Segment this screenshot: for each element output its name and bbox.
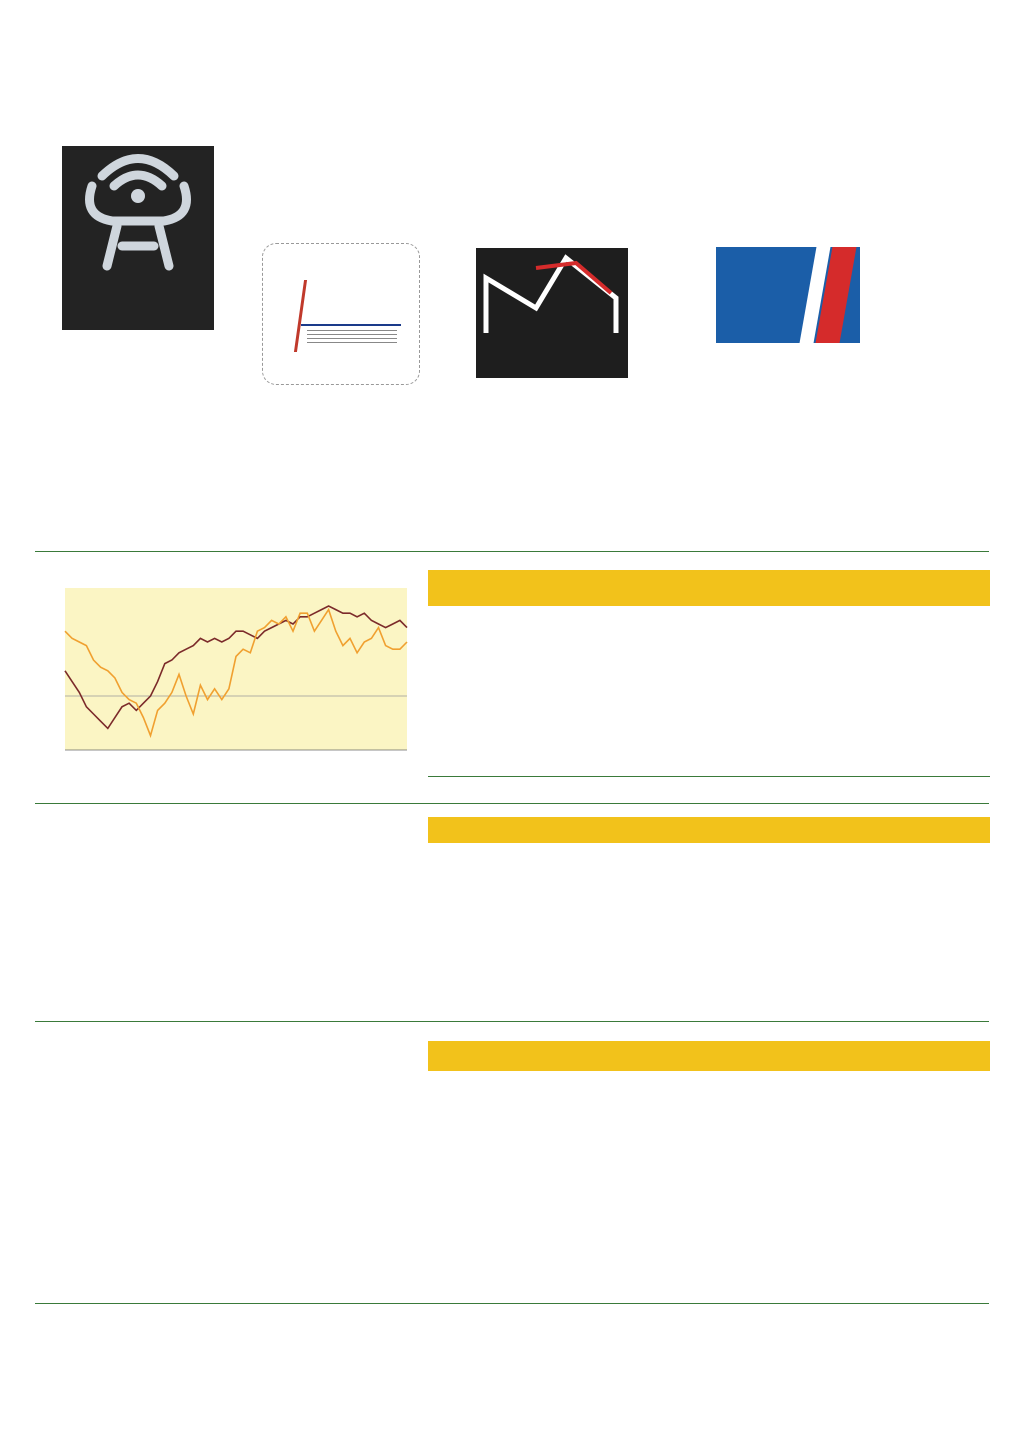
table-row bbox=[428, 1098, 990, 1111]
table-row bbox=[428, 626, 990, 642]
divider bbox=[35, 803, 989, 804]
demandes-row bbox=[428, 942, 990, 958]
table-row bbox=[428, 877, 990, 893]
imports-total-row bbox=[428, 1149, 990, 1162]
iedom-underline bbox=[301, 324, 401, 326]
trade-table-header bbox=[428, 1041, 990, 1071]
table-rule bbox=[428, 776, 990, 777]
group-label bbox=[428, 845, 990, 861]
prices-table-header bbox=[428, 570, 990, 606]
table-row bbox=[428, 758, 990, 774]
iedom-slash-icon bbox=[294, 280, 307, 352]
table-row bbox=[428, 1224, 990, 1237]
table-row bbox=[428, 1123, 990, 1136]
divider bbox=[35, 551, 989, 552]
exports-total-row bbox=[428, 1073, 990, 1086]
cerom-emblem-icon bbox=[62, 146, 214, 286]
group-label bbox=[428, 910, 990, 926]
divider bbox=[35, 1303, 989, 1304]
table-row bbox=[428, 894, 990, 910]
insee-emblem-icon bbox=[476, 248, 628, 344]
table-row bbox=[428, 643, 990, 659]
table-row bbox=[428, 1161, 990, 1174]
afd-logo bbox=[716, 247, 860, 382]
trade-chart bbox=[35, 1044, 415, 1214]
table-row bbox=[428, 1174, 990, 1187]
table-row bbox=[428, 861, 990, 877]
iedom-logo bbox=[262, 243, 420, 385]
employment-table-header bbox=[428, 817, 990, 843]
table-row bbox=[428, 659, 990, 675]
table-row bbox=[428, 1136, 990, 1149]
table-row bbox=[428, 708, 990, 724]
table-row bbox=[428, 1212, 990, 1225]
table-row bbox=[428, 1111, 990, 1124]
group-label bbox=[428, 610, 990, 626]
insee-logo bbox=[476, 248, 628, 378]
employment-chart bbox=[35, 828, 415, 1003]
table-row bbox=[428, 926, 990, 942]
table-row bbox=[428, 725, 990, 741]
prices-table bbox=[428, 570, 990, 792]
table-row bbox=[428, 1199, 990, 1212]
taux-row bbox=[428, 958, 990, 974]
cerom-logo bbox=[62, 146, 214, 330]
prices-chart bbox=[35, 580, 415, 790]
table-row bbox=[428, 1186, 990, 1199]
couverture-row bbox=[428, 1237, 990, 1250]
employment-table bbox=[428, 817, 990, 1017]
group-label bbox=[428, 692, 990, 708]
table-row bbox=[428, 1086, 990, 1099]
table-row bbox=[428, 676, 990, 692]
trade-note bbox=[428, 1249, 990, 1262]
divider bbox=[35, 1021, 989, 1022]
iedom-small-text-icon bbox=[307, 330, 397, 344]
plot-area bbox=[65, 588, 407, 750]
trade-source bbox=[428, 1262, 990, 1275]
table-row bbox=[428, 741, 990, 757]
trade-table bbox=[428, 1041, 990, 1291]
